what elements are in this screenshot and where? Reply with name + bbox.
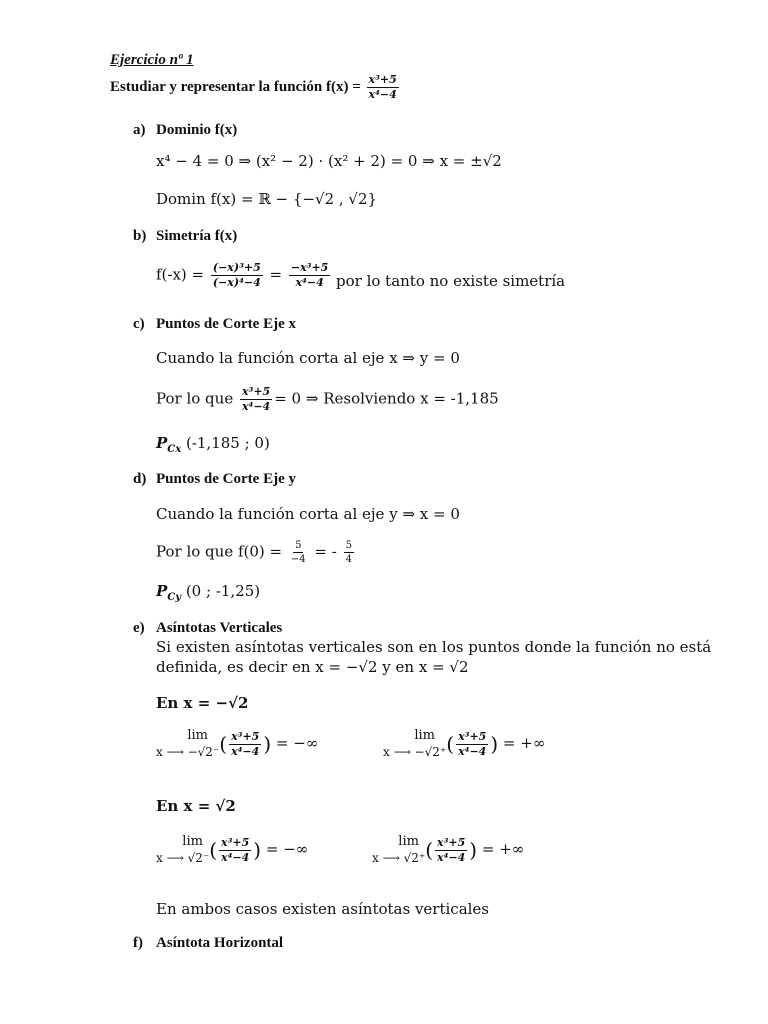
case-negative-root: En x = −√2 [156, 694, 249, 712]
x-intercept-condition: Cuando la función corta al eje x ⇒ y = 0 [156, 349, 460, 367]
domain-result: Domin f(x) = ℝ − {−√2 , √2} [156, 190, 378, 208]
statement-text: Estudiar y representar la función f(x) = [110, 78, 365, 95]
y-intercept-fraction-2: $\frac{5}{4}$ [345, 540, 352, 565]
x-intercept-solution: Por lo que $\frac{\text{x³+5}}{\text{x⁴−4}}$ = 0 ⇒ Resolviendo x = -1,185 [156, 385, 499, 413]
symmetry-conclusion: por lo tanto no existe simetría [336, 272, 566, 290]
case-positive-root: En x = √2 [156, 797, 236, 815]
y-intercept-condition: Cuando la función corta al eje y ⇒ x = 0 [156, 505, 460, 523]
limit-4: lim x ⟶ √2⁺ ( $\frac{\text{x³+5}}{\text{x⁴−4}}$ ) = +∞ [372, 834, 525, 865]
y-intercept-fraction-1: $\frac{5}{-4}$ [290, 540, 306, 565]
section-d-letter: d) [133, 471, 147, 487]
exercise-title: Ejercicio nº 1 [110, 52, 194, 68]
section-b-letter: b) [133, 228, 147, 244]
limit-3: lim x ⟶ √2⁻ ( $\frac{\text{x³+5}}{\text{x⁴−4}}$ ) = −∞ [156, 834, 309, 865]
symmetry-fraction-1: $\frac{\text{(−x)³+5}}{\text{(−x)⁴−4}}$ [212, 261, 261, 289]
limit-1: lim x ⟶ −√2⁻ ( $\frac{\text{x³+5}}{\text{x⁴−4}}$ ) = −∞ [156, 728, 319, 759]
section-a-letter: a) [133, 122, 146, 138]
y-intercept-point: $P_{Cy}$ (0 ; -1,25) [156, 582, 261, 603]
symmetry-fraction-2: $\frac{\text{−x³+5}}{\text{x⁴−4}}$ [290, 261, 329, 289]
domain-equation: x⁴ − 4 = 0 ⇒ (x² − 2) · (x² + 2) = 0 ⇒ x = ±√2 [156, 152, 502, 170]
section-f-heading: Asíntota Horizontal [156, 935, 284, 951]
section-c-letter: c) [133, 316, 145, 332]
section-b-heading: Simetría f(x) [156, 228, 238, 244]
section-c-heading: Puntos de Corte Eje x [156, 316, 296, 332]
asymptote-conclusion: En ambos casos existen asíntotas verticales [156, 900, 490, 918]
function-fraction: $\frac{\text{x³+5}}{\text{x⁴−4}}$ [368, 73, 397, 101]
symmetry-equation: f(-x) = $\frac{\text{(−x)³+5}}{\text{(−x)⁴−4}}$ = $\frac{\text{−x³+5}}{\text{x⁴−4}}$ [156, 261, 329, 289]
section-d-heading: Puntos de Corte Eje y [156, 471, 296, 487]
problem-statement [110, 74, 401, 101]
limit-2: lim x ⟶ −√2⁺ ( $\frac{\text{x³+5}}{\text{x⁴−4}}$ ) = +∞ [383, 728, 546, 759]
y-intercept-solution: Por lo que f(0) = $\frac{5}{-4}$ = - $\frac{5}{4}$ [156, 540, 352, 565]
x-intercept-fraction: $\frac{\text{x³+5}}{\text{x⁴−4}}$ [241, 385, 271, 413]
asymptote-paragraph-1: Si existen asíntotas verticales son en los puntos donde la función no está [156, 638, 712, 656]
section-e-heading: Asíntotas Verticales [156, 620, 283, 636]
x-intercept-point: $P_{Cx}$ (-1,185 ; 0) [156, 434, 270, 455]
section-f-letter: f) [133, 935, 143, 951]
section-e-letter: e) [133, 620, 145, 636]
section-a-heading: Dominio f(x) [156, 122, 238, 138]
asymptote-paragraph-2: definida, es decir en x = −√2 y en x = √2 [156, 658, 469, 676]
